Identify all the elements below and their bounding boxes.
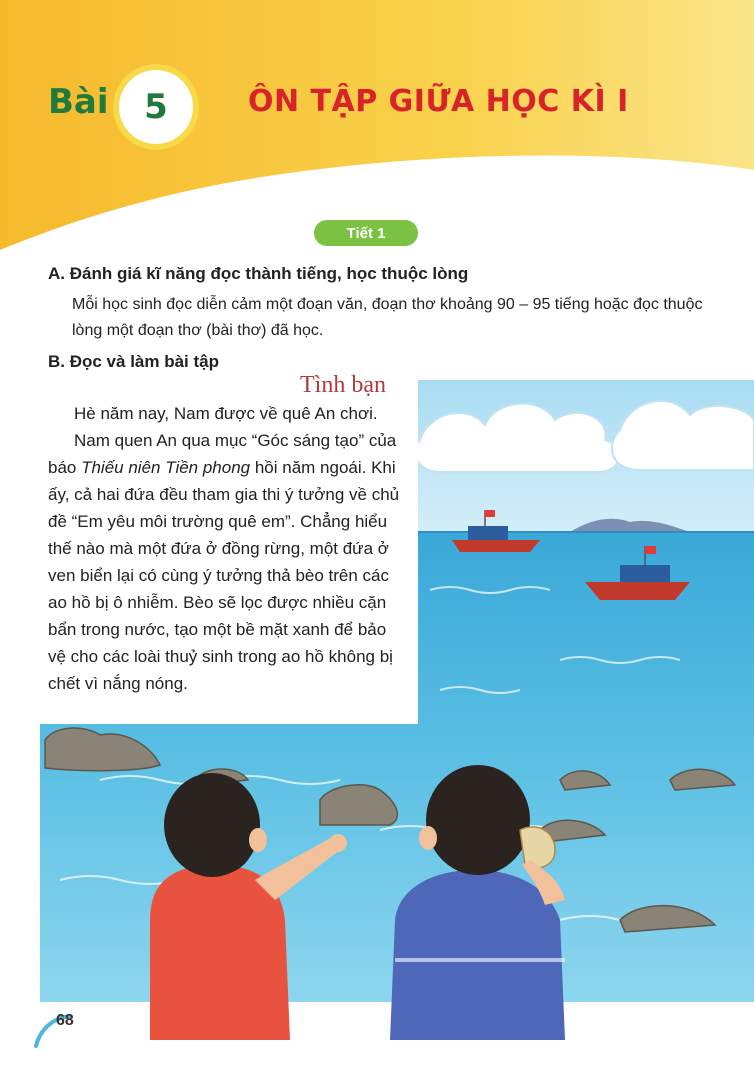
section-a-heading: A. Đánh giá kĩ năng đọc thành tiếng, học thuộc lòng bbox=[48, 264, 469, 283]
story-paragraph-2 bbox=[48, 427, 404, 697]
lesson-number: 5 bbox=[144, 87, 168, 127]
period-badge: Tiết 1 bbox=[314, 220, 418, 246]
page-number: 68 bbox=[56, 1012, 74, 1029]
lesson-number-badge bbox=[119, 70, 193, 144]
story-paragraph-2-start: Nam quen An qua mục “Góc sáng tạo” của báo bbox=[48, 431, 397, 477]
story-title: Tình bạn bbox=[300, 372, 386, 398]
lesson-label: Bài bbox=[48, 82, 109, 122]
section-a-body: Mỗi học sinh đọc diễn cảm một đoạn văn, đoạn thơ khoảng 90 – 95 tiếng hoặc đọc thuộc lòng một đoạn thơ (bài thơ) đã học. bbox=[72, 296, 703, 339]
lesson-title: ÔN TẬP GIỮA HỌC KÌ I bbox=[248, 84, 629, 119]
section-b-heading: B. Đọc và làm bài tập bbox=[48, 352, 219, 371]
story-paragraph-1: Hè năm nay, Nam được về quê An chơi. bbox=[74, 404, 378, 423]
newspaper-name: Thiếu niên Tiền phong bbox=[81, 458, 251, 477]
story-body bbox=[48, 400, 404, 697]
story-paragraph-2-rest: hồi năm ngoái. Khi ấy, cả hai đứa đều tham gia thi ý tưởng về chủ đề “Em yêu môi trường quê em”. Chẳng hiểu thế nào mà một đứa ở đồng rừng, một đứa ở ven biển lại có cùng ý tưởng thả bèo trên các ao hồ bị ô nhiễm. Bèo sẽ lọc được nhiều cặn bẩn trong nước, tạo một bề mặt xanh để bảo vệ cho các loài thuỷ sinh trong ao hồ không bị chết vì nắng nóng. bbox=[48, 458, 400, 693]
